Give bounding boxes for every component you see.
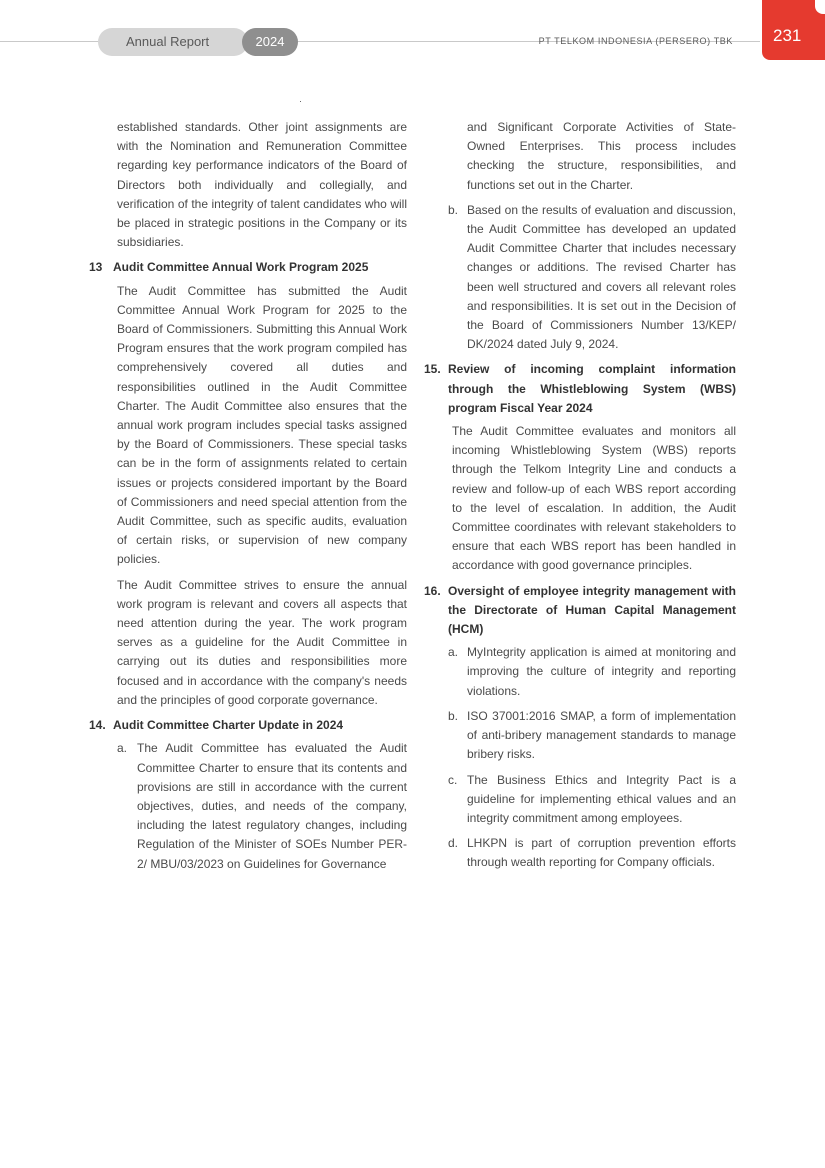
item-15-heading [424, 360, 736, 418]
item-13-paragraph-2: The Audit Committee strives to ensure the annual work program is relevant and covers all aspects that need attention during the year. The work program serves as a guideline for the Audit Committee in carrying out its duties and responsibilities more focused and in accordance with the company's needs and the principles of good corporate governance. [117, 577, 407, 707]
item-16-sub-b [424, 707, 736, 765]
right-column [424, 118, 736, 879]
item-14-title: Audit Committee Charter Update in 2024 [113, 718, 344, 733]
sub-letter: a. [448, 645, 459, 660]
sub-letter: c. [448, 772, 458, 787]
item-14-sub-a [89, 739, 407, 873]
sub-text: The Business Ethics and Integrity Pact is a guideline for implementing ethical values and an integrity commitment among employees. [467, 772, 736, 825]
item-13-heading [89, 258, 407, 277]
sub-text: Based on the results of evaluation and discussion, the Audit Committee has developed an updated Audit Committee Charter that includes necessary changes or additions. The revised Charter has been well structured and covers all relevant roles and responsibilities. It is set out in the Decision of the Board of Commissioners Number 13/KEP/ DK/2024 dated July 9, 2024. [467, 202, 736, 352]
item-14-sub-b [424, 201, 736, 355]
item-13-number: 13 [89, 260, 103, 275]
item-16-heading [424, 582, 736, 640]
item-15-paragraph: The Audit Committee evaluates and monitors all incoming Whistleblowing System (WBS) reports through the Telkom Integrity Line and conducts a review and follow-up of each WBS report according to the level of escalation. In addition, the Audit Committee coordinates with relevant stakeholders to ensure that each WBS report has been handled in accordance with good governance principles. [452, 424, 736, 573]
sub-letter: b. [448, 202, 459, 217]
item-13-paragraph-1: The Audit Committee has submitted the Audit Committee Annual Work Program for 2025 to the Board of Commissioners. Submitting this Annual Work Program ensures that the work program compiled has comprehensively covered all duties and responsibilities outlined in the Audit Committee Charter. The Audit Committee also ensures that the annual work program includes special tasks assigned by the Board of Commissioners. These special tasks can be in the form of assignments related to certain issues or projects considered important by the Board of Commissioners and need special attention from the Audit Committee, such as specific audits, evaluation of certain risks, or supervision of new company policies. [117, 283, 407, 567]
report-year-badge: 2024 [242, 28, 298, 56]
sub-text: LHKPN is part of corruption prevention efforts through wealth reporting for Company officials. [467, 836, 736, 870]
sub-letter: a. [117, 741, 128, 756]
item-16-title: Oversight of employee integrity management with the Directorate of Human Capital Management (HCM) [448, 583, 736, 637]
item-15-title: Review of incoming complaint information through the Whistleblowing System (WBS) program Fiscal Year 2024 [448, 362, 736, 415]
item-16-number: 16. [424, 583, 441, 598]
item-14-number: 14. [89, 718, 106, 733]
intro-paragraph: established standards. Other joint assignments are with the Nomination and Remuneration Committee regarding key performance indicators of the Board of Directors both individually and collegially, and verification of the integrity of talent candidates who will be placed in strategic positions in the Company or its subsidiaries. [117, 120, 407, 250]
item-14-heading [89, 716, 407, 735]
item-16-sub-c [424, 771, 736, 829]
sub-text: ISO 37001:2016 SMAP, a form of implementation of anti-bribery management standards to manage bribery risks. [467, 708, 736, 762]
item-16-sub-d [424, 834, 736, 872]
item-16-sub-a [424, 643, 736, 701]
sub-letter: b. [448, 708, 459, 723]
sub-text: The Audit Committee has evaluated the Audit Committee Charter to ensure that its contents and provisions are still in accordance with the current objectives, duties, and needs of the company, including the latest regulatory changes, including Regulation of the Minister of SOEs Number PER-2/ MBU/03/2023 on Guidelines for Governance [137, 741, 407, 871]
tab-corner-notch [815, 0, 825, 14]
company-name: PT TELKOM INDONESIA (PERSERO) TBK [538, 36, 733, 46]
stray-mark [300, 101, 301, 102]
item-15-number: 15. [424, 362, 441, 377]
sub-letter: d. [448, 836, 459, 851]
item-14-a-continuation: and Significant Corporate Activities of State-Owned Enterprises. This process includes checking the structure, responsibilities, and functions set out in the Charter. [467, 120, 736, 192]
left-column [89, 118, 407, 880]
annual-report-label: Annual Report [98, 28, 248, 56]
page-number-tab [762, 0, 825, 60]
item-13-title: Audit Committee Annual Work Program 2025 [113, 260, 369, 275]
page-number: 231 [773, 26, 802, 45]
sub-text: MyIntegrity application is aimed at monitoring and improving the culture of integrity and reporting violations. [467, 645, 736, 698]
